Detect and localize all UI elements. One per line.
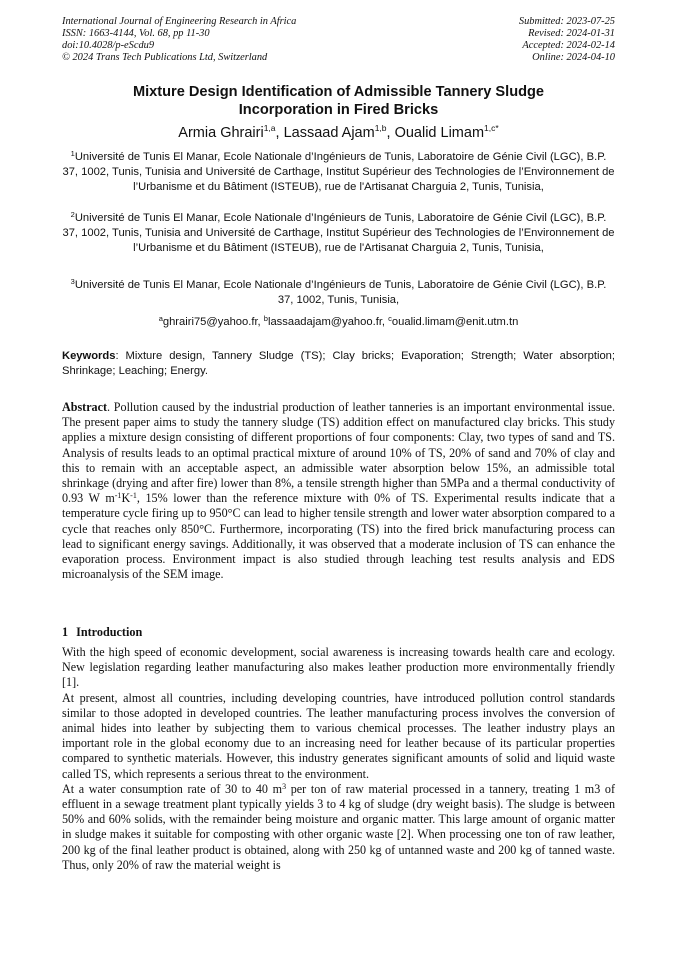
- author-name: Oualid Limam: [394, 125, 485, 141]
- submitted-date: Submitted: 2023-07-25: [518, 16, 615, 27]
- abstract-paragraph: [62, 400, 615, 582]
- online-date: Online: 2024-04-10: [532, 52, 615, 63]
- email-link[interactable]: oualid.limam@enit.utm.tn: [391, 316, 519, 328]
- keywords-paragraph: [62, 349, 615, 379]
- keywords-label: Keywords: [62, 350, 116, 362]
- section-title: Introduction: [76, 625, 143, 639]
- author-list: Armia Ghrairi$^{1,a}$, Lassaad Ajam$^{1,b}$, Oualid Limam$^{1,c*}$: [178, 123, 499, 141]
- affiliation-superscript: 2: [70, 210, 75, 219]
- abstract-superscript: -1: [130, 491, 137, 501]
- keywords-text: : Mixture design, Tannery Sludge (TS); Clay bricks; Evaporation; Strength; Water absorption; Shrinkage; Leaching; Energy.: [62, 350, 615, 377]
- revised-date: Revised: 2024-01-31: [528, 28, 615, 39]
- author-superscript: 1,c*: [484, 123, 499, 133]
- body-superscript: 3: [282, 781, 287, 791]
- email-link[interactable]: ghrairi75@yahoo.fr,: [162, 316, 264, 328]
- dates-header: [519, 16, 615, 64]
- issn-line: ISSN: 1663-4144, Vol. 68, pp 11-30: [62, 28, 210, 39]
- email-superscript: b: [263, 314, 268, 323]
- author-name: Lassaad Ajam: [283, 125, 375, 141]
- abstract-text: , 15% lower than the reference mixture with 0% of TS. Experimental results indicate that a temperature cycle firing up to 950°C can lead to higher tensile strength and lower water absorption compared to a cycle that reaches only 850°C. Furthermore, incorporating (TS) into the fired brick manufacturing process can lead to significant energy savings. Additionally, it was observed that a moderate inclusion of TS can enhance the evaporation process. Environment impact is also studied through leaching test results analysis and EDS microanalysis of the SEM image.: [62, 491, 615, 582]
- journal-header: [62, 16, 296, 64]
- affiliation-3: [62, 278, 615, 308]
- body-paragraph: With the high speed of economic development, social awareness is increasing towards health care and ecology. New legislation regarding leather manufacturing also makes leather production more environmentally friendly [1].: [62, 645, 615, 690]
- section-number: 1: [62, 625, 69, 639]
- email-list: [62, 315, 615, 330]
- accepted-date: Accepted: 2024-02-14: [522, 40, 615, 51]
- abstract-label: Abstract: [62, 400, 108, 414]
- affiliation-text: Université de Tunis El Manar, Ecole Nationale d’Ingénieurs de Tunis, Laboratoire de Génie Civil (LGC), B.P. 37, 1002, Tunis, Tunisia and Université de Carthage, Institut Supérieur des Technologies de l’Environnement de l’Urbanisme et du Bâtiment (ISTEUB), rue de l'Artisanat Charguia 2, Tunis, Tunisia,: [62, 212, 615, 254]
- abstract-text: . Pollution caused by the industrial production of leather tanneries is an important environmental issue. The present paper aims to study the tannery sludge (TS) addition effect on manufactured clay bricks. This study applies a mixture design consisting of different proportions of four components: Clay, two types of sand and TS. Analysis of results leads to an optimal practical mixture of around 10% of TS, 20% of sand and 70% of clay and this to remain with an acceptable aspect, an admissible water absorption below 15%, an admissible total shrinkage (drying and after fire) lower than 8%, a tensile strength higher than 5MPa and a thermal conductivity of 0.93 W m: [62, 400, 615, 506]
- introduction-body: [62, 645, 615, 873]
- body-text: At a water consumption rate of 30 to 40 m: [62, 781, 283, 796]
- abstract-superscript: -1: [114, 491, 122, 501]
- body-paragraph: At present, almost all countries, including developing countries, have introduced pollution control standards similar to those adopted in developed countries. The leather manufacturing process involves the conversion of animal hides into leather by subjecting them to various chemical processes. The leather industry plays an important role in the global economy due to an increasing need for leather because of its particular properties compared to synthetic materials. However, this industry generates significant amounts of solid and liquid waste called TS, which represents a serious threat to the environment.: [62, 690, 615, 781]
- affiliation-superscript: 1: [70, 149, 75, 158]
- author-superscript: 1,b: [374, 123, 387, 133]
- paper-title: [62, 83, 615, 119]
- email-superscript: a: [158, 314, 163, 323]
- email-link[interactable]: lassaadajam@yahoo.fr,: [267, 316, 389, 328]
- email-superscript: c: [388, 314, 392, 323]
- title-line-2: Incorporation in Fired Bricks: [238, 102, 439, 118]
- affiliation-2: [62, 211, 615, 256]
- body-paragraph: [62, 782, 615, 873]
- affiliation-text: Université de Tunis El Manar, Ecole Nationale d’Ingénieurs de Tunis, Laboratoire de Génie Civil (LGC), B.P. 37, 1002, Tunis, Tunisia,: [74, 279, 607, 306]
- affiliation-superscript: 3: [70, 277, 75, 286]
- title-line-1: Mixture Design Identification of Admissible Tannery Sludge: [132, 84, 545, 100]
- author-superscript: 1,a: [263, 123, 276, 133]
- author-name: Armia Ghrairi: [178, 125, 264, 141]
- affiliation-text: Université de Tunis El Manar, Ecole Nationale d’Ingénieurs de Tunis, Laboratoire de Génie Civil (LGC), B.P. 37, 1002, Tunis, Tunisia and Université de Carthage, Institut Supérieur des Technologies de l’Environnement de l’Urbanisme et du Bâtiment (ISTEUB), rue de l'Artisanat Charguia 2, Tunis, Tunisia,: [62, 151, 615, 193]
- copyright-line: © 2024 Trans Tech Publications Ltd, Switzerland: [62, 52, 268, 63]
- journal-name: International Journal of Engineering Research in Africa: [62, 16, 297, 27]
- body-text: per ton of raw material processed in a tannery, treating 1 m3 of effluent in a sewage treatment plant typically yields 3 to 4 kg of sludge (dry weight basis). The sludge is between 50% and 60% solids, with the remainder being moisture and organic matter. This large amount of organic matter in sludge makes it suitable for composting with other organic waste [2]. When processing one ton of raw leather, 200 kg of the final leather product is obtained, along with 250 kg of untanned waste and 200 kg of tanned waste. Thus, only 20% of raw the material weight is: [62, 781, 615, 872]
- doi-line: doi:10.4028/p-eScdu9: [62, 40, 155, 51]
- affiliation-1: [62, 150, 615, 195]
- section-heading: [62, 625, 142, 640]
- abstract-text: K: [121, 491, 131, 506]
